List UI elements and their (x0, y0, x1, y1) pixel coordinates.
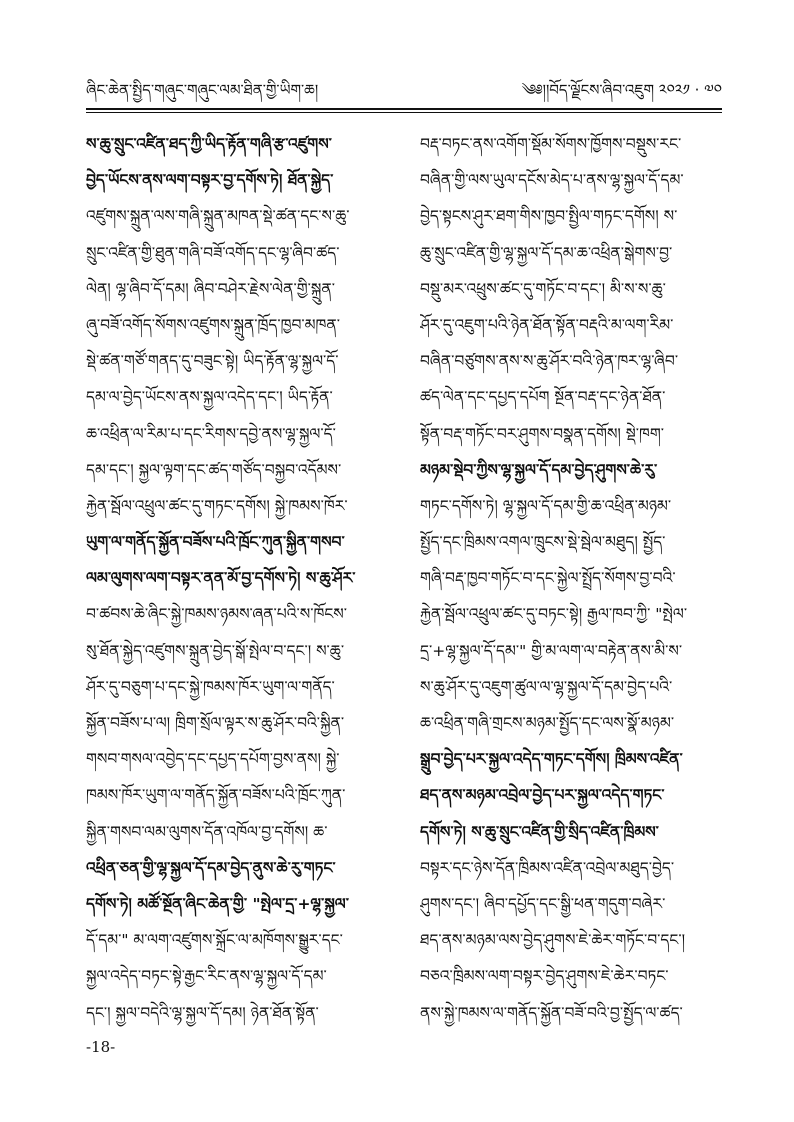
text-line: བ་ཚབས་ཆེ་ཞིང་སྐྱེ་ཁམས་ཉམས་ཞན་པའི་ས་ཁོངས་ (86, 605, 347, 624)
text-line: སྐྱིན་གསབ་ལམ་ལུགས་དོན་འཁོལ་བྱ་དགོས། ཆ་ (86, 822, 328, 841)
text-line: སྐྱལ་འདེད་བཏང་སྟེ་རྒྱང་རིང་ནས་ལྷ་སྐྱལ་དོ་དམ་ (86, 967, 327, 986)
text-line: བཞིན་གྱི་ལས་ཡུལ་དངོས་མེད་པ་ནས་ལྷ་སྐྱལ་དོ་དམ་ (420, 171, 684, 190)
text-line: གསབ་གསལ་འབྱེད་དང་དཔྱད་དཔོག་བྱས་ནས། སྐྱེ་ (86, 750, 340, 769)
text-line: ཆ་འཕྲིན་ལ་རིམ་པ་དང་རིགས་དབྱེ་ནས་ལྷ་སྐྱལ་དོ་ (86, 424, 336, 443)
text-line: སྤྱོད་དང་ཁྲིམས་འགལ་ཁྲུངས་སྡེ་སྦེལ་མཐུད། སྤྱོད་ (420, 533, 666, 552)
text-line: བྱེད་སྟངས་ཤུར་ཐག་གིས་ཁྱབ་སྤྱིལ་གཏང་དགོས། ས་ (420, 207, 678, 226)
right-text-column (420, 126, 716, 1031)
text-line: བསྟར་དང་ཉེས་དོན་ཁྲིམས་འཛིན་འབྲེལ་མཐུད་བྱེད་ (420, 858, 675, 877)
text-line: འཕྲིན་ཅན་གྱི་ལྷ་སྐྱལ་དོ་དམ་བྱེད་ནུས་ཆེ་རུ་གཏང་ (86, 858, 336, 877)
text-line: སྐྱོན་བཟོས་པ་ལ། ཁྲིག་སྲོལ་ལྟར་ས་ཆུ་ཤོར་བའི་སྐྱིན་ (86, 714, 345, 732)
text-line: བརྡ་བཏང་ནས་འགོག་སྡོམ་སོགས་ཁྱོགས་བསྡུས་རང་ (420, 135, 682, 153)
text-line: དམ་དང་། སྐྱལ་ལྟག་དང་ཚད་གཙོད་བསྐྱབ་འདོམས་ (86, 460, 342, 479)
header-rule-thick (86, 108, 722, 110)
text-line: ཐད་ནས་མཉམ་འབྲེལ་བྱེད་པར་སྐྱལ་འདེད་གཏང་ (420, 786, 665, 805)
left-text-column (86, 126, 382, 1031)
text-line: ཡུག་ལ་གནོད་སྐྱོན་བཟོས་པའི་ཁྲོང་ཀུན་སྐྱིན་གསབ་ (86, 533, 345, 552)
text-line: ཤོར་དུ་འཇུག་པའི་ཉེན་ཐོན་སྟོན་བརྡའི་མ་ལག་རིམ་ (420, 315, 674, 334)
text-line: ཤོར་དུ་བཅུག་པ་དང་སྐྱེ་ཁམས་ཁོར་ཡུག་ལ་གནོད་ (86, 677, 335, 696)
text-line: འཛུགས་སྐྲུན་ལས་གཞི་སྐྲུན་མཁན་སྡེ་ཚན་དང་ས་ཆུ་ (86, 207, 350, 226)
text-line: ལེན། ལྷ་ཞིབ་དོ་དམ། ཞིབ་བཤེར་རྗེས་ལེན་གྱི་སྐྲུན་ (86, 279, 335, 298)
text-line: དྲ་+ལྷ་སྐྱལ་དོ་དམ་" གྱི་མ་ལག་ལ་བརྟེན་ནས་མི་ས་ (420, 641, 683, 660)
text-line: གཏང་དགོས་ཏེ། ལྷ་སྐྱལ་དོ་དམ་གྱི་ཆ་འཕྲིན་མཉམ་ (420, 496, 672, 515)
text-line: ཤུགས་དང་། ཞིབ་དཔྱོད་དང་སྒྱི་ཕན་གདུག་བཞེར་ (420, 894, 666, 913)
text-line: ས་ཆུ་སྲུང་འཛིན་ཐད་ཀྱི་ཡིད་རྟོན་གཞི་རྩ་འཛུགས་ (86, 135, 332, 153)
text-line: ཚད་ལེན་དང་དཔྱད་དཔོག སྔོན་བརྡ་དང་ཉེན་ཐོན་ (420, 388, 666, 407)
text-line: དོ་དམ་" མ་ལག་འཛུགས་སྐྲོང་ལ་མཁོགས་སྒྱུར་དང་ (86, 931, 343, 950)
text-line: ཞུ་བཟོ་འགོད་སོགས་འཛུགས་སྐྲུན་ཁྲོད་ཁྱབ་མཁན་ (86, 315, 340, 334)
text-line: རྐྱེན་སྦོལ་འཕྲུལ་ཚང་དུ་གཏང་དགོས། སྐྱེ་ཁམས་ཁོར་ (86, 496, 348, 515)
text-line: བཞིན་བཙུགས་ནས་ས་ཆུ་ཤོར་བའི་ཉེན་ཁར་ལྷ་ཞིབ་ (420, 352, 679, 371)
text-line: དགོས་ཏེ། ས་ཆུ་སྲུང་འཛིན་གྱི་སྲིད་འཛིན་ཁྲིམས་ (420, 822, 659, 841)
text-line: སྒྲུབ་བྱེད་པར་སྐྱལ་འདེད་གཏང་དགོས། ཁྲིམས་འཛིན་ (420, 750, 683, 769)
header-rule-thin (86, 112, 722, 113)
text-line: ལམ་ལུགས་ལག་བསྟར་ནན་མོ་བྱ་དགོས་ཏེ། ས་ཆུ་ཤོར་ (86, 569, 356, 588)
text-line: དམ་ལ་བྱེད་ཡོངས་ནས་སྐྱལ་འདེད་དང་། ཡིད་རྟོན་ (86, 388, 333, 407)
text-line: ཆུ་སྲུང་འཛིན་གྱི་ལྷ་སྐྱལ་དོ་དམ་ཆ་འཕྲིན་སྒེགས་བྱ་ (420, 243, 673, 262)
text-line: མཉམ་སྡེབ་ཀྱིས་ལྷ་སྐྱལ་དོ་དམ་བྱེད་ཤུགས་ཆེ་རུ་ (420, 460, 658, 479)
text-line: བྱེད་ཡོངས་ནས་ལག་བསྟར་བྱ་དགོས་ཏེ། ཐོན་སྐྱེད་ (86, 171, 334, 190)
text-line: གཞི་བརྡ་ཁྱབ་གཏོང་བ་དང་སྐྱེལ་སྤྲོད་སོགས་བྱ་བའི་ (420, 569, 676, 588)
text-line: ཆ་འཕྲིན་གཞི་གྲངས་མཉམ་སྤྱོད་དང་ལས་སྣོ་མཉམ་ (420, 714, 675, 732)
text-line: སྟོན་བརྡ་གཏོང་བར་ཤུགས་བསྣན་དགོས། སྡེ་ཁག་ (420, 424, 665, 443)
text-line: ས་ཆུ་ཤོར་དུ་འཇུག་ཚུལ་ལ་ལྷ་སྐྱལ་དོ་དམ་བྱེད་པའི་ (420, 677, 673, 696)
text-line: ཐད་ནས་མཉམ་ལས་བྱེད་ཤུགས་ཇེ་ཆེར་གཏོང་བ་དང་། (420, 931, 686, 950)
text-line: རྐྱེན་སྦོལ་འཕྲུལ་ཚང་དུ་བཏང་སྟེ། རྒྱལ་ཁབ་ཀྱི་ "སྤེལ་ (420, 605, 688, 624)
text-line: སུ་ཐོན་སྐྱེད་འཛུགས་སྐྲུན་བྱེད་སྒོ་སྤེལ་བ་དང་། ས་ཆུ་ (86, 641, 345, 660)
text-line: བཅའ་ཁྲིམས་ལག་བསྟར་བྱེད་ཤུགས་ཇེ་ཆེར་བཏང་ (420, 967, 669, 986)
text-line: ཁམས་ཁོར་ཡུག་ལ་གནོད་སྐྱོན་བཟོས་པའི་ཁྲོང་ཀུན་ (86, 786, 346, 805)
page-number: -18- (86, 1038, 116, 1056)
text-line: ནས་སྐྱེ་ཁམས་ལ་གནོད་སྐྱོན་བཟོ་བའི་བྱ་སྤྱོད་ལ་ཚད་ (420, 1003, 683, 1022)
text-line: སྡེ་ཚན་གཙོ་གནད་དུ་བཟུང་སྟེ། ཡིད་རྟོན་ལྷ་སྐྱལ་དོ་ (86, 352, 339, 371)
text-line: དགོས་ཏེ། མཚོ་སྔོན་ཞིང་ཆེན་གྱི་ "སྤེལ་དྲ་+ལྷ་སྐྱལ་ (86, 894, 349, 913)
header-left-title: ཞིང་ཆེན་སྤྱིད་གཞུང་གཞུང་ལམ་ཐིན་གྱི་ཡིག་ཆ། (86, 81, 319, 99)
text-line: བསྡུ་མར་འཕྲུས་ཚང་དུ་གཏོང་བ་དང་། མི་ས་ས་ཆུ་ (420, 279, 666, 298)
header-right-journal: ༄༅།།བོད་ལྗོངས་ཞིབ་འཇུག ༢༠༢༡ · ༧༠ (521, 81, 722, 99)
running-header (86, 78, 722, 106)
text-line: དང་། སྐྱལ་བདེའི་ལྷ་སྐྱལ་དོ་དམ། ཉེན་ཐོན་སྟོན་ (86, 1003, 319, 1022)
text-line: སྲུང་འཛིན་གྱི་ཐུན་གཞི་བཟོ་འགོད་དང་ལྷ་ཞིབ་ཚད་ (86, 243, 340, 262)
